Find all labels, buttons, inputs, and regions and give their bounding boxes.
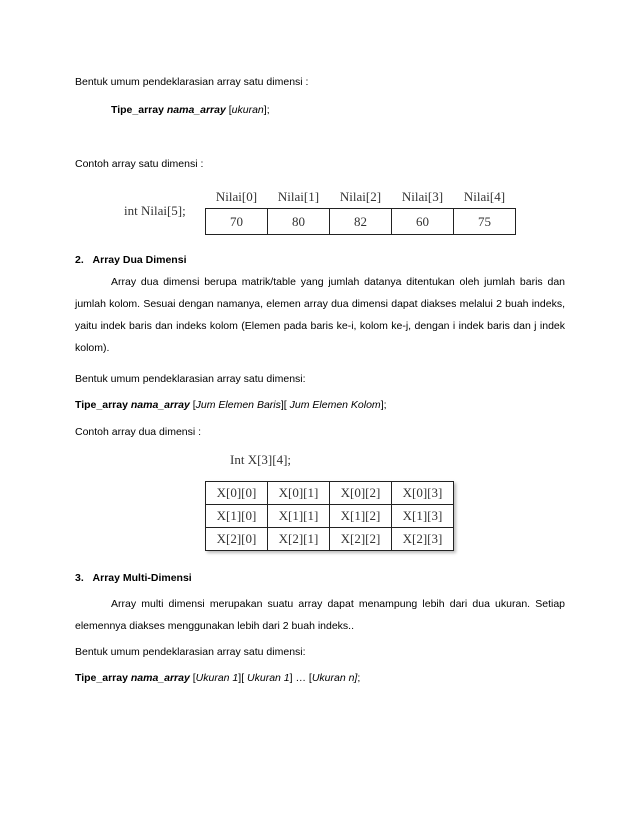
syntax-type: Tipe_array <box>111 104 164 116</box>
table1-header: Nilai[0] <box>215 189 258 204</box>
table2-row <box>206 482 454 505</box>
table2-cell: X[0][3] <box>392 482 454 505</box>
syntax-ellipsis: ] … [ <box>289 672 312 684</box>
table1-cell: 60 <box>392 209 454 235</box>
table2-cell: X[2][3] <box>392 528 454 551</box>
section2-paragraph <box>75 275 565 363</box>
section2-line: jumlah kolom. Sesuai dengan namanya, elemen array dua dimensi dapat diakses melalui 2 buah indeks, <box>75 298 565 310</box>
section2-line: kolom). <box>75 342 110 354</box>
syntax-name: nama_array <box>130 672 190 684</box>
syntax-open: [ <box>189 399 196 411</box>
section3-number: 3. <box>75 572 84 584</box>
syntax-arg: Jum Elemen Kolom <box>289 399 381 411</box>
table2-declaration: Int X[3][4]; <box>230 452 292 467</box>
table1-header: Nilai[2] <box>339 189 382 204</box>
table1-cell: 75 <box>454 209 516 235</box>
syntax-mid: ][ <box>280 399 290 411</box>
section2-line: Array dua dimensi berupa matrik/table yang jumlah datanya ditentukan oleh jumlah baris dan <box>111 276 565 288</box>
section3-line: Array multi dimensi merupakan suatu array dapat menampung lebih dari dua ukuran. Setiap <box>111 598 565 610</box>
syntax-type: Tipe_array <box>75 672 128 684</box>
array-2d-table <box>205 481 454 551</box>
syntax-name: nama_array <box>130 399 190 411</box>
table2-cell: X[1][3] <box>392 505 454 528</box>
syntax-open: [ <box>189 672 196 684</box>
table1-header: Nilai[3] <box>401 189 444 204</box>
syntax-open: [ <box>225 104 232 116</box>
table2-cell: X[0][2] <box>330 482 392 505</box>
syntax-arg: Ukuran n] <box>311 672 358 684</box>
example-1d-label: Contoh array satu dimensi : <box>75 158 204 170</box>
table1-header: Nilai[4] <box>463 189 506 204</box>
syntax-arg: Ukuran 1 <box>247 672 290 684</box>
syntax-close: ]; <box>380 399 387 411</box>
table2-cell: X[1][0] <box>206 505 268 528</box>
syntax-1d <box>111 103 270 117</box>
syntax-mid: ][ <box>238 672 248 684</box>
syntax-close: ; <box>357 672 361 684</box>
table1-cell: 70 <box>206 209 268 235</box>
section3-title: Array Multi-Dimensi <box>92 572 192 584</box>
syntax-arg: ukuran <box>231 104 264 116</box>
table2-row <box>206 528 454 551</box>
section3-paragraph <box>75 597 565 641</box>
table1-declaration: int Nilai[5]; <box>124 203 186 218</box>
table2-cell: X[0][1] <box>268 482 330 505</box>
section3-line: elemennya diakses menggunakan lebih dari 2 buah indeks.. <box>75 620 355 632</box>
table2-cell: X[2][0] <box>206 528 268 551</box>
table2-cell: X[0][0] <box>206 482 268 505</box>
table1-cell: 82 <box>330 209 392 235</box>
section2-number: 2. <box>75 254 84 266</box>
table1-cell: 80 <box>268 209 330 235</box>
intro-line: Bentuk umum pendeklarasian array satu dimensi : <box>75 76 309 88</box>
table1-value-row <box>206 209 516 235</box>
syntax-close: ]; <box>263 104 270 116</box>
section2-line: yaitu indek baris dan indeks kolom (Elemen pada baris ke-i, kolom ke-j, dengan i indek baris dan j indek <box>75 320 565 332</box>
array-1d-table <box>205 186 516 235</box>
table2-row <box>206 505 454 528</box>
syntax-type: Tipe_array <box>75 399 128 411</box>
section2-form-label: Bentuk umum pendeklarasian array satu dimensi: <box>75 373 306 385</box>
table2-cell: X[2][2] <box>330 528 392 551</box>
table2-cell: X[1][1] <box>268 505 330 528</box>
example-2d-label: Contoh array dua dimensi : <box>75 426 202 438</box>
section3-heading <box>75 571 192 585</box>
section2-title: Array Dua Dimensi <box>92 254 187 266</box>
table1-header-row <box>206 186 516 209</box>
table2-cell: X[1][2] <box>330 505 392 528</box>
syntax-arg: Jum Elemen Baris <box>195 399 281 411</box>
syntax-2d <box>75 398 387 412</box>
section3-form-label: Bentuk umum pendeklarasian array satu dimensi: <box>75 646 306 658</box>
table2-cell: X[2][1] <box>268 528 330 551</box>
syntax-arg: Ukuran 1 <box>195 672 239 684</box>
section2-heading <box>75 253 186 267</box>
syntax-name: nama_array <box>166 104 226 116</box>
table1-header: Nilai[1] <box>277 189 320 204</box>
syntax-nd <box>75 671 360 685</box>
